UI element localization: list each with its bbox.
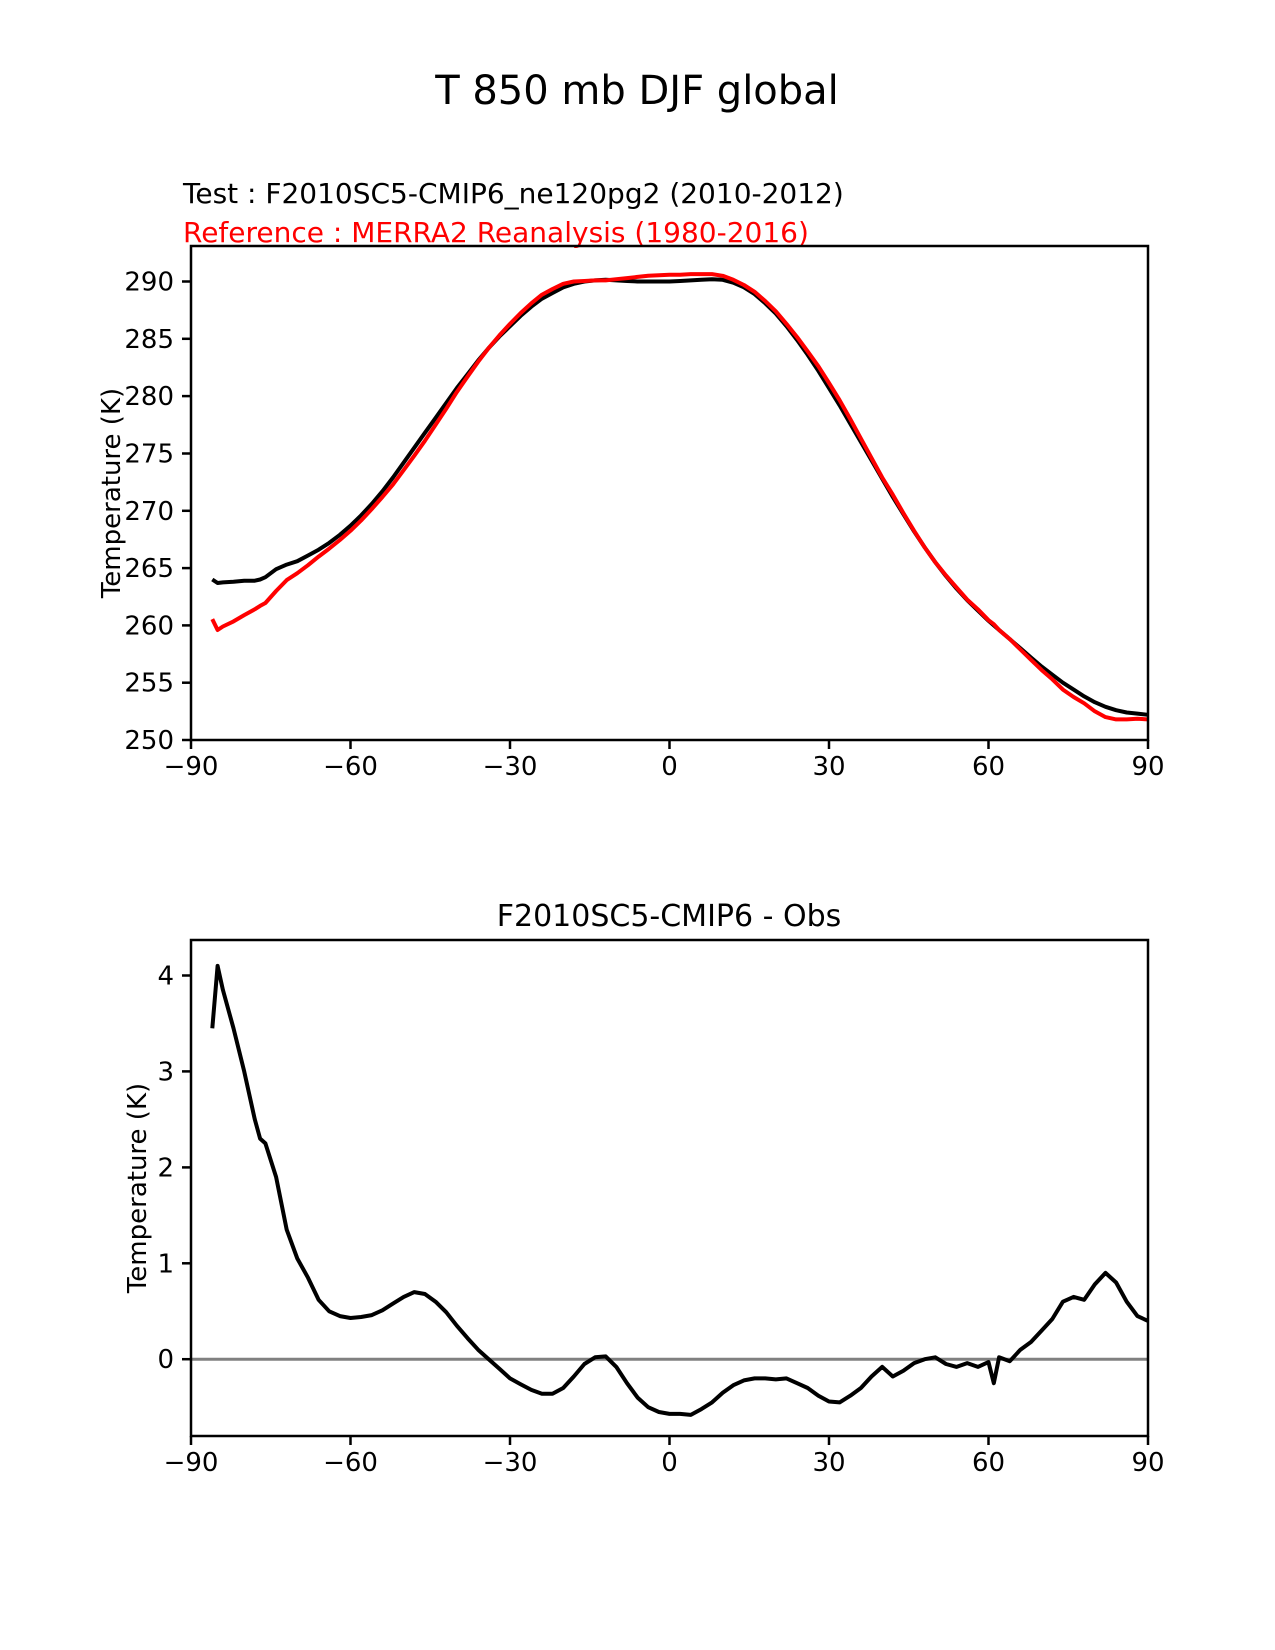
y-tick-label: 290 [124, 267, 174, 298]
bottom-chart-title: F2010SC5-CMIP6 - Obs [496, 899, 842, 934]
y-tick-label: 285 [124, 324, 174, 355]
y-tick-label: 1 [157, 1249, 174, 1280]
bottom-chart-ylabel: Temperature (K) [123, 1082, 153, 1294]
x-tick-label: −60 [323, 1448, 378, 1478]
t850-djf-global-plot-frame [191, 246, 1148, 740]
y-tick-label: 280 [124, 382, 174, 413]
x-tick-label: −90 [163, 752, 219, 782]
x-tick-label: 90 [1131, 1448, 1165, 1478]
top-chart-ylabel: Temperature (K) [97, 387, 127, 599]
y-tick-label: 3 [157, 1057, 174, 1088]
x-tick-label: −30 [482, 752, 538, 782]
y-tick-label: 0 [157, 1345, 174, 1376]
y-tick-label: 275 [124, 439, 174, 470]
x-tick-label: −60 [323, 752, 378, 782]
y-tick-label: 270 [124, 496, 174, 527]
figure-title: T 850 mb DJF global [435, 68, 839, 114]
y-tick-label: 255 [124, 668, 174, 699]
test-run-label: Test : F2010SC5-CMIP6_ne120pg2 (2010-2012) [183, 177, 844, 210]
x-tick-label: 0 [661, 1448, 678, 1478]
x-tick-label: 30 [812, 752, 846, 782]
x-tick-label: 30 [812, 1448, 846, 1478]
x-tick-label: 90 [1131, 752, 1165, 782]
x-tick-label: 0 [661, 752, 678, 782]
y-tick-label: 2 [157, 1153, 174, 1184]
reference-run-label: Reference : MERRA2 Reanalysis (1980-2016) [183, 216, 809, 249]
y-tick-label: 4 [157, 961, 174, 992]
diff-line [212, 966, 1148, 1415]
x-tick-label: 60 [971, 1448, 1006, 1478]
y-tick-label: 250 [124, 726, 174, 756]
difference-plot-frame [191, 940, 1148, 1436]
y-tick-label: 265 [124, 554, 174, 585]
y-tick-label: 260 [124, 611, 174, 642]
reference-line [212, 274, 1148, 719]
x-tick-label: 60 [971, 752, 1006, 782]
test-line [212, 279, 1148, 715]
x-tick-label: −90 [163, 1448, 219, 1478]
x-tick-label: −30 [482, 1448, 538, 1478]
